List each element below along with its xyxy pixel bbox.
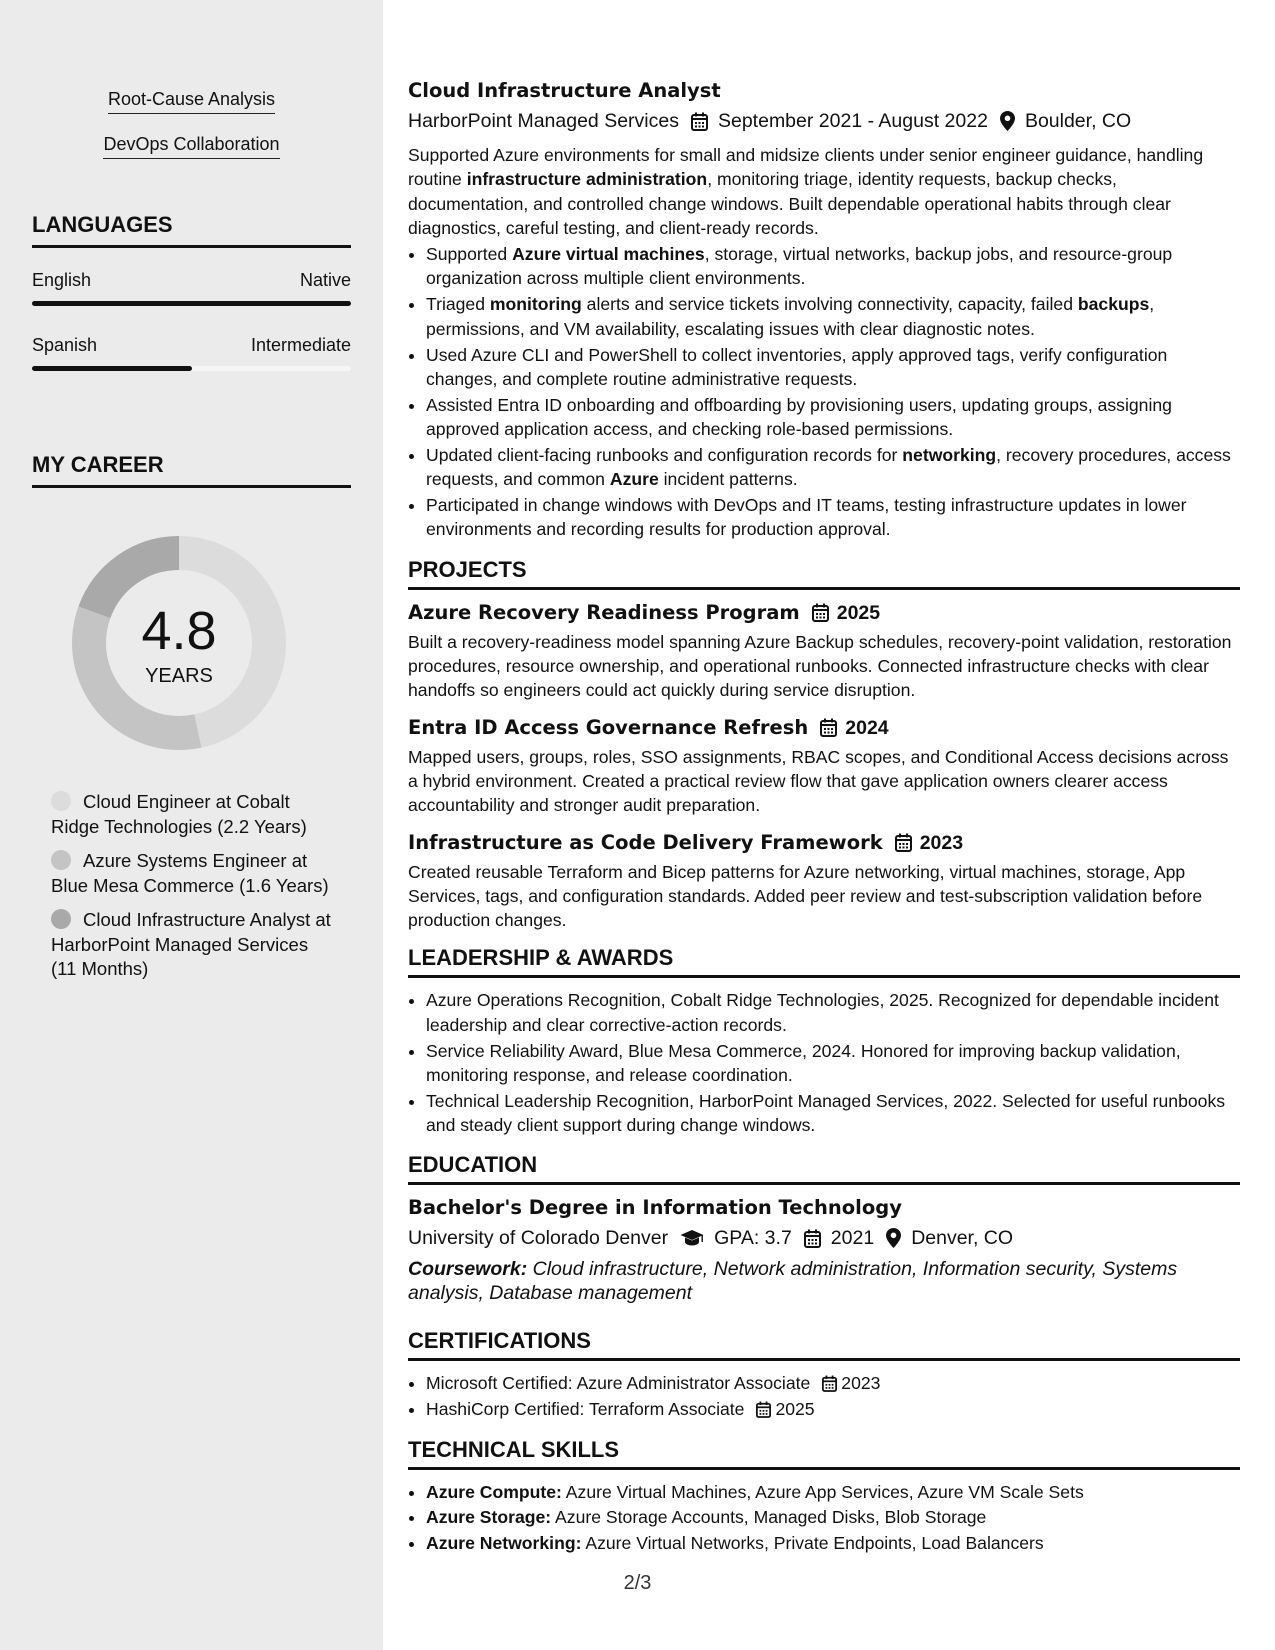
certification-line bbox=[426, 1371, 880, 1395]
page-number: 2/3 bbox=[623, 1572, 652, 1594]
text-run: , monitoring triage, identity requests, backup checks, documentation, and controlled change windows. Built dependable operational habits through clear diagnostics, careful testing, and client-ready records. bbox=[408, 169, 1171, 238]
skill-tag: Root-Cause Analysis bbox=[108, 88, 275, 114]
project-title-row bbox=[408, 830, 1240, 856]
project-title-row bbox=[408, 715, 1240, 741]
certification-year: 2025 bbox=[775, 1399, 815, 1420]
language-bar-fill bbox=[32, 366, 192, 371]
job-bullet-list bbox=[408, 242, 1240, 542]
award-item: • Technical Leadership Recognition, HarborPoint Managed Services, 2022. Selected for useful runbooks and steady client support during change windows. bbox=[426, 1089, 1240, 1138]
job-bullet bbox=[426, 443, 1240, 492]
language-name: Spanish bbox=[32, 335, 98, 355]
calendar-icon bbox=[812, 603, 829, 622]
company-name: HarborPoint Managed Services bbox=[408, 110, 679, 132]
certification-item bbox=[426, 1397, 1240, 1421]
text-run: , storage, virtual networks, backup jobs, and resource-group organization across multiple client environments. bbox=[426, 244, 1173, 289]
coursework-list: Cloud infrastructure, Network administration, Information security, Systems analysis, Database management bbox=[408, 1258, 1178, 1305]
career-legend bbox=[32, 790, 332, 992]
calendar-icon bbox=[895, 833, 912, 852]
project-description: Built a recovery-readiness model spanning Azure Backup schedules, recovery-point validation, restoration procedures, resource ownership, and operational runbooks. Connected infrastructure checks with clear handoffs so engineers could act quickly during service disruption. bbox=[408, 631, 1232, 701]
leadership-heading: LEADERSHIP & AWARDS bbox=[408, 944, 1240, 978]
project-year: 2025 bbox=[836, 601, 881, 624]
career-legend-label: Cloud Infrastructure Analyst at HarborPoint Managed Services (11 Months) bbox=[51, 909, 331, 979]
skill-item bbox=[426, 1480, 1240, 1504]
calendar-icon bbox=[822, 1375, 837, 1392]
project-title: Azure Recovery Readiness Program bbox=[408, 600, 800, 624]
text-run: alerts and service tickets involving connectivity, capacity, failed bbox=[581, 294, 1078, 315]
skill-category: Azure Storage: bbox=[426, 1507, 552, 1528]
text-run: incident patterns. bbox=[658, 469, 798, 490]
skill-item bbox=[426, 1505, 1240, 1529]
languages-section bbox=[32, 211, 351, 371]
award-item: • Azure Operations Recognition, Cobalt Ridge Technologies, 2025. Recognized for dependable incident leadership and clear corrective-action records. bbox=[426, 988, 1240, 1037]
language-level: Intermediate bbox=[250, 335, 351, 355]
language-item bbox=[32, 270, 351, 306]
career-donut-chart bbox=[64, 528, 294, 758]
education-entry bbox=[408, 1195, 1240, 1305]
job-summary bbox=[408, 143, 1240, 240]
award-item: • Service Reliability Award, Blue Mesa Commerce, 2024. Honored for improving backup validation, monitoring response, and release coordination. bbox=[426, 1039, 1240, 1088]
calendar-icon bbox=[804, 1229, 821, 1248]
certification-name: • HashiCorp Certified: Terraform Associate bbox=[426, 1399, 745, 1420]
job-location: Boulder, CO bbox=[1024, 110, 1132, 132]
skill-values: Azure Virtual Networks, Private Endpoints, Load Balancers bbox=[581, 1533, 1044, 1554]
bold-keyword: Azure bbox=[609, 469, 659, 490]
text-run: Participated in change windows with DevOps and IT teams, testing infrastructure updates in lower environments and recording results for production approval. bbox=[426, 495, 1187, 540]
job-bullet bbox=[426, 242, 1240, 291]
technical-skills-heading: TECHNICAL SKILLS bbox=[408, 1436, 1240, 1470]
location-pin-icon bbox=[1000, 111, 1015, 131]
job-entry bbox=[408, 78, 1240, 542]
sidebar bbox=[0, 0, 383, 1650]
bold-keyword: infrastructure administration bbox=[466, 169, 708, 190]
career-section bbox=[32, 451, 351, 488]
project-title: Entra ID Access Governance Refresh bbox=[408, 715, 809, 739]
project-entry bbox=[408, 600, 1240, 703]
bold-keyword: networking bbox=[902, 444, 997, 465]
text-run: Updated client-facing runbooks and configuration records for bbox=[426, 444, 903, 465]
career-legend-item bbox=[32, 908, 332, 982]
text-run: Assisted Entra ID onboarding and offboarding by provisioning users, updating groups, assigning approved application access, and checking role-based permissions. bbox=[426, 394, 1172, 440]
text-run: Triaged bbox=[426, 294, 490, 315]
career-legend-label: Azure Systems Engineer at Blue Mesa Commerce (1.6 Years) bbox=[51, 850, 329, 896]
text-run: Used Azure CLI and PowerShell to collect inventories, apply approved tags, verify configuration changes, and complete routine administrative requests. bbox=[426, 344, 1168, 389]
graduation-cap-icon bbox=[680, 1229, 704, 1247]
skill-tag: DevOps Collaboration bbox=[103, 133, 279, 159]
coursework bbox=[408, 1257, 1240, 1305]
legend-dot-icon bbox=[51, 909, 71, 929]
career-heading: MY CAREER bbox=[32, 451, 351, 488]
skill-category: Azure Networking: bbox=[426, 1533, 582, 1554]
project-entry bbox=[408, 830, 1240, 933]
bold-keyword: monitoring bbox=[489, 294, 582, 315]
legend-dot-icon bbox=[51, 791, 71, 811]
education-heading: EDUCATION bbox=[408, 1151, 1240, 1185]
projects-heading: PROJECTS bbox=[408, 556, 1240, 590]
location-pin-icon bbox=[886, 1228, 901, 1248]
technical-skills-list bbox=[408, 1480, 1240, 1556]
school-name: University of Colorado Denver bbox=[408, 1227, 669, 1250]
graduation-year: 2021 bbox=[830, 1227, 875, 1250]
language-bar-fill bbox=[32, 301, 351, 306]
donut-unit: YEARS bbox=[145, 665, 213, 687]
job-meta bbox=[408, 108, 1240, 134]
skill-category: Azure Compute: bbox=[426, 1481, 562, 1502]
language-bar bbox=[32, 301, 351, 306]
job-bullet bbox=[426, 343, 1240, 392]
certification-item bbox=[426, 1371, 1240, 1395]
bold-keyword: Azure virtual machines bbox=[512, 244, 705, 265]
leadership-list bbox=[408, 988, 1240, 1137]
donut-value: 4.8 bbox=[141, 601, 217, 661]
calendar-icon bbox=[691, 112, 708, 131]
skill-item bbox=[426, 1531, 1240, 1555]
certifications-heading: CERTIFICATIONS bbox=[408, 1327, 1240, 1361]
languages-heading: LANGUAGES bbox=[32, 211, 351, 248]
skill-values: Azure Virtual Machines, Azure App Services, Azure VM Scale Sets bbox=[561, 1481, 1084, 1502]
skill-tags bbox=[0, 88, 383, 159]
education-location: Denver, CO bbox=[911, 1227, 1014, 1250]
project-title: Infrastructure as Code Delivery Framework bbox=[408, 830, 883, 854]
project-entry bbox=[408, 715, 1240, 818]
text-run: , recovery procedures, access requests, and common bbox=[426, 444, 1231, 490]
coursework-label: Coursework: bbox=[408, 1258, 528, 1281]
job-title: Cloud Infrastructure Analyst bbox=[408, 79, 721, 102]
project-description: Mapped users, groups, roles, SSO assignments, RBAC scopes, and Conditional Access decisions across a hybrid environment. Created a practical review flow that gave application owners clearer access accountability and stronger audit preparation. bbox=[408, 746, 1229, 816]
skill-values: Azure Storage Accounts, Managed Disks, Blob Storage bbox=[551, 1507, 987, 1528]
education-meta bbox=[408, 1225, 1240, 1251]
project-description: Created reusable Terraform and Bicep patterns for Azure networking, virtual machines, storage, App Services, tags, and configuration standards. Added peer review and test-subscription validation before production changes. bbox=[408, 861, 1203, 931]
career-legend-label: Cloud Engineer at Cobalt Ridge Technologies (2.2 Years) bbox=[51, 791, 307, 837]
calendar-icon bbox=[756, 1401, 771, 1418]
certifications-list bbox=[408, 1371, 1240, 1421]
legend-dot-icon bbox=[51, 850, 71, 870]
projects-list bbox=[408, 600, 1240, 933]
career-legend-item bbox=[32, 849, 332, 898]
main-content bbox=[408, 78, 1240, 1557]
language-level: Native bbox=[299, 270, 351, 290]
certification-name: • Microsoft Certified: Azure Administrator Associate bbox=[426, 1373, 811, 1394]
certification-year: 2023 bbox=[841, 1373, 881, 1394]
calendar-icon bbox=[820, 718, 837, 737]
job-bullet bbox=[426, 393, 1240, 442]
job-bullet bbox=[426, 292, 1240, 341]
language-item bbox=[32, 335, 351, 371]
bold-keyword: backups bbox=[1077, 294, 1150, 315]
job-dates: September 2021 - August 2022 bbox=[717, 110, 988, 132]
project-year: 2024 bbox=[845, 716, 889, 739]
text-run: Supported Azure environments for small and midsize clients under senior engineer guidance, handling routine bbox=[408, 145, 1204, 190]
text-run: , permissions, and VM availability, escalating issues with clear diagnostic notes. bbox=[426, 294, 1155, 339]
certification-line bbox=[426, 1397, 815, 1421]
text-run: Supported bbox=[426, 244, 513, 265]
project-year: 2023 bbox=[919, 831, 964, 854]
degree-title: Bachelor's Degree in Information Technology bbox=[408, 1196, 902, 1220]
job-bullet bbox=[426, 493, 1240, 542]
language-bar bbox=[32, 366, 351, 371]
project-title-row bbox=[408, 600, 1240, 626]
language-name: English bbox=[32, 270, 92, 290]
gpa: GPA: 3.7 bbox=[714, 1227, 792, 1250]
career-legend-item bbox=[32, 790, 332, 839]
